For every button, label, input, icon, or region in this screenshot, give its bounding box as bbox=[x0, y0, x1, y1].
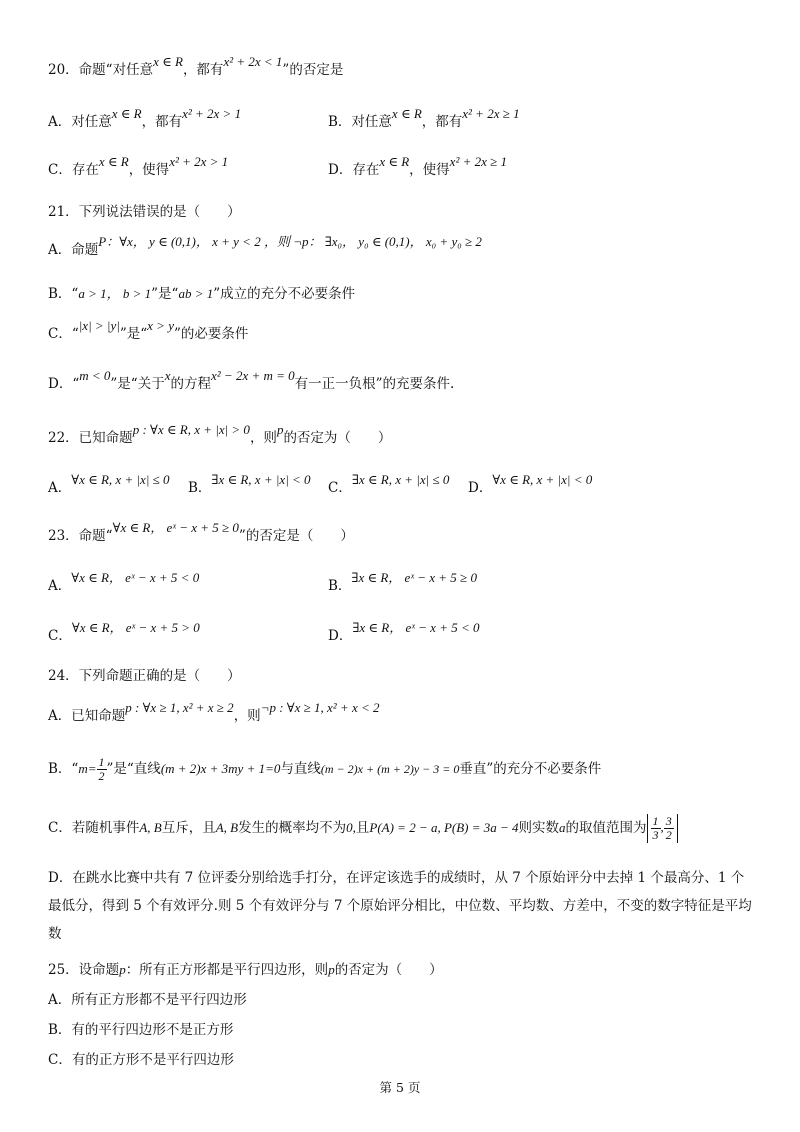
q21-d-mid: ”是“关于 bbox=[110, 376, 165, 392]
q24-option-c bbox=[48, 814, 678, 843]
q21-b-math-2: ab > 1 bbox=[178, 286, 214, 301]
q20-d-math-2: x² + 2x ≥ 1 bbox=[449, 154, 508, 169]
q21-b-label: B．“ bbox=[48, 286, 79, 302]
q22-c-label: C． bbox=[328, 480, 352, 496]
q24-b-num: 1 bbox=[98, 755, 105, 769]
q24-b-mid: ”是“直线 bbox=[106, 761, 161, 777]
q24-c-math-5: a bbox=[559, 820, 566, 835]
q22-math-1: p : ∀x ∈ R, x + |x| > 0 bbox=[132, 422, 250, 437]
q24-b-math-3: (m − 2)x + (m + 2)y − 3 = 0 bbox=[320, 762, 460, 776]
q20-c-label: C．存在 bbox=[48, 162, 99, 178]
q24-c-t3: 且 bbox=[355, 820, 370, 836]
q20-b-math-2: x² + 2x ≥ 1 bbox=[462, 106, 520, 121]
q24-c-math-1: A, B bbox=[139, 820, 162, 835]
q22-c-math: ∃x ∈ R, x + |x| ≤ 0 bbox=[351, 472, 450, 487]
q21-d-label: D．“ bbox=[48, 376, 80, 392]
q21-b-mid: ”是“ bbox=[151, 286, 179, 302]
question-22 bbox=[48, 422, 392, 448]
q24-stem: 24．下列命题正确的是（ ） bbox=[48, 668, 241, 684]
q23-option-c bbox=[48, 620, 200, 646]
q23-d-math: ∃x ∈ R， eˣ − x + 5 < 0 bbox=[352, 620, 480, 635]
q21-b-math-1: a > 1， b > 1 bbox=[78, 286, 152, 301]
q24-a-mid: ，则 bbox=[233, 708, 261, 724]
q21-d-math-2: x bbox=[164, 368, 171, 383]
q25-option-a: A．所有正方形都不是平行四边形 bbox=[48, 992, 247, 1008]
q20-math-2: x² + 2x < 1 bbox=[223, 54, 283, 69]
q23-option-a bbox=[48, 570, 200, 596]
q25-math-1: p bbox=[119, 962, 126, 977]
q22-stem: 22．已知命题 bbox=[48, 430, 133, 446]
q22-a-label: A． bbox=[48, 480, 72, 496]
q24-c-t2: 发生的概率均不为 bbox=[238, 820, 347, 836]
q23-stem: 23．命题“ bbox=[48, 528, 113, 544]
q20-d-mid: ，使得 bbox=[409, 162, 450, 178]
q24-c-math-3: 0, bbox=[346, 820, 356, 835]
q24-b-mid2: 与直线 bbox=[280, 761, 321, 777]
q24-c-math-4: P(A) = 2 − a, P(B) = 3a − 4 bbox=[369, 820, 519, 835]
q21-stem: 21．下列说法错误的是（ ） bbox=[48, 204, 241, 220]
q21-d-end: 有一正一负根”的充要条件. bbox=[294, 376, 455, 392]
q24-b-den: 2 bbox=[98, 769, 105, 783]
q20-end: ”的否定是 bbox=[282, 62, 344, 78]
q24-c-f1-num: 1 bbox=[652, 814, 659, 828]
q21-d-mid2: 的方程 bbox=[170, 376, 211, 392]
q20-stem: 20．命题“对任意 bbox=[48, 62, 154, 78]
q22-option-d bbox=[468, 472, 593, 498]
q25-math-2: p bbox=[328, 962, 335, 977]
q23-option-b bbox=[328, 570, 477, 596]
q20-option-d bbox=[328, 154, 508, 180]
q25-option-b: B．有的平行四边形不是正方形 bbox=[48, 1022, 234, 1038]
q22-b-math: ∃x ∈ R, x + |x| < 0 bbox=[211, 472, 311, 487]
q20-d-math-1: x ∈ R bbox=[379, 154, 410, 169]
q24-c-t1: 互斥，且 bbox=[161, 820, 216, 836]
q24-c-t4: 则实数 bbox=[518, 820, 560, 836]
q23-b-math: ∃x ∈ R， eˣ − x + 5 ≥ 0 bbox=[351, 570, 477, 585]
q21-option-c bbox=[48, 318, 249, 344]
q24-a-label: A．已知命题 bbox=[48, 708, 126, 724]
q23-math: ∀x ∈ R， eˣ − x + 5 ≥ 0 bbox=[112, 520, 239, 535]
q22-option-b bbox=[188, 472, 311, 498]
q25-t1: ：所有正方形都是平行四边形，则 bbox=[125, 962, 329, 978]
question-20 bbox=[48, 54, 344, 80]
q20-c-mid: ，使得 bbox=[128, 162, 170, 178]
q21-option-a bbox=[48, 234, 482, 260]
q24-c-f2-num: 3 bbox=[665, 814, 672, 828]
q21-c-label: C．“ bbox=[48, 326, 79, 342]
q20-b-label: B．对任意 bbox=[328, 114, 392, 130]
question-25 bbox=[48, 960, 443, 980]
question-24 bbox=[48, 666, 241, 686]
q24-b-fraction bbox=[97, 756, 107, 783]
q21-d-math-3: x² − 2x + m = 0 bbox=[211, 368, 295, 383]
q25-end: 的否定为（ ） bbox=[334, 962, 443, 978]
q24-b-label: B．“ bbox=[48, 761, 79, 777]
q21-c-math-2: x > y bbox=[147, 318, 174, 333]
q25-option-c: C．有的正方形不是平行四边形 bbox=[48, 1052, 234, 1068]
q23-end: ”的否定是（ ） bbox=[238, 528, 354, 544]
q22-d-label: D． bbox=[468, 480, 493, 496]
q21-option-d bbox=[48, 368, 455, 394]
q20-c-math-2: x² + 2x > 1 bbox=[169, 154, 229, 169]
q24-c-f1-den: 3 bbox=[652, 828, 659, 842]
q21-b-end: ”成立的充分不必要条件 bbox=[213, 286, 356, 302]
q20-a-mid: ，都有 bbox=[141, 114, 183, 130]
q25-stem: 25．设命题 bbox=[48, 962, 120, 978]
q21-a-label: A．命题 bbox=[48, 242, 99, 258]
q24-option-a bbox=[48, 700, 380, 726]
q24-a-math-1: p : ∀x ≥ 1, x² + x ≥ 2 bbox=[125, 700, 234, 715]
q24-c-t5: 的取值范围为 bbox=[565, 820, 647, 836]
q22-option-c bbox=[328, 472, 450, 498]
q21-a-math: P：∀x， y ∈ (0,1)， x + y < 2 ，则 ¬p： ∃x₀， y₀ ∈ (0,1)， x₀ + y₀ ≥ 2 bbox=[98, 234, 482, 249]
question-21 bbox=[48, 202, 241, 222]
q24-b-math-2: (m + 2)x + 3my + 1=0 bbox=[160, 761, 281, 776]
q20-option-c bbox=[48, 154, 229, 180]
q20-option-b bbox=[328, 106, 520, 132]
q21-c-end: ”的必要条件 bbox=[173, 326, 249, 342]
question-23 bbox=[48, 520, 354, 546]
q20-b-math-1: x ∈ R bbox=[391, 106, 422, 121]
q21-d-math-1: m < 0 bbox=[79, 368, 111, 383]
q22-a-math: ∀x ∈ R, x + |x| ≤ 0 bbox=[71, 472, 170, 487]
q23-a-math: ∀x ∈ R， eˣ − x + 5 < 0 bbox=[71, 570, 200, 585]
q22-math-2: p bbox=[276, 422, 284, 437]
q21-c-mid: ”是“ bbox=[119, 326, 148, 342]
q24-c-interval: $\frac{1}{3}$ , $\frac{3}{2}$ bbox=[647, 814, 678, 843]
q22-end: 的否定为（ ） bbox=[283, 430, 392, 446]
q24-c-label: C．若随机事件 bbox=[48, 820, 140, 836]
q24-c-math-2: A, B bbox=[215, 820, 239, 835]
q23-c-math: ∀x ∈ R， eˣ − x + 5 > 0 bbox=[71, 620, 200, 635]
q20-a-math-2: x² + 2x > 1 bbox=[182, 106, 242, 121]
q23-b-label: B． bbox=[328, 578, 352, 594]
q23-a-label: A． bbox=[48, 578, 72, 594]
q22-option-a bbox=[48, 472, 170, 498]
q20-c-math-1: x ∈ R bbox=[98, 154, 129, 169]
q21-c-math-1: |x| > |y| bbox=[78, 318, 120, 333]
q24-a-math-2: ¬p : ∀x ≥ 1, x² + x < 2 bbox=[260, 700, 380, 715]
q24-option-b bbox=[48, 756, 601, 783]
q24-b-math-1: m= bbox=[78, 761, 97, 776]
q20-a-label: A．对任意 bbox=[48, 114, 112, 130]
q22-d-math: ∀x ∈ R, x + |x| < 0 bbox=[492, 472, 593, 487]
q22-mid: ，则 bbox=[249, 430, 277, 446]
q20-option-a bbox=[48, 106, 242, 132]
q24-option-d: D．在跳水比赛中共有 7 位评委分别给选手打分，在评定该选手的成绩时，从 7 个原始评分中去掉 1 个最高分、1 个最低分，得到 5 个有效评分.则 5 个有效评分与 7 个原始评分相比，中位数、平均数、方差中，不变的数字特征是平均数 bbox=[48, 870, 752, 942]
q20-a-math-1: x ∈ R bbox=[111, 106, 142, 121]
q23-d-label: D． bbox=[328, 628, 353, 644]
q20-b-mid: ，都有 bbox=[421, 114, 463, 130]
q22-b-label: B． bbox=[188, 480, 212, 496]
q21-option-b bbox=[48, 284, 355, 304]
q24-b-end: 垂直”的充分不必要条件 bbox=[459, 761, 602, 777]
q23-c-label: C． bbox=[48, 628, 72, 644]
q20-math-1: x ∈ R bbox=[153, 54, 183, 69]
q23-option-d bbox=[328, 620, 480, 646]
q20-mid: ，都有 bbox=[182, 62, 224, 78]
q24-c-f2-den: 2 bbox=[665, 828, 672, 842]
q20-d-label: D．存在 bbox=[328, 162, 380, 178]
page-number: 第 5 页 bbox=[379, 1080, 421, 1095]
